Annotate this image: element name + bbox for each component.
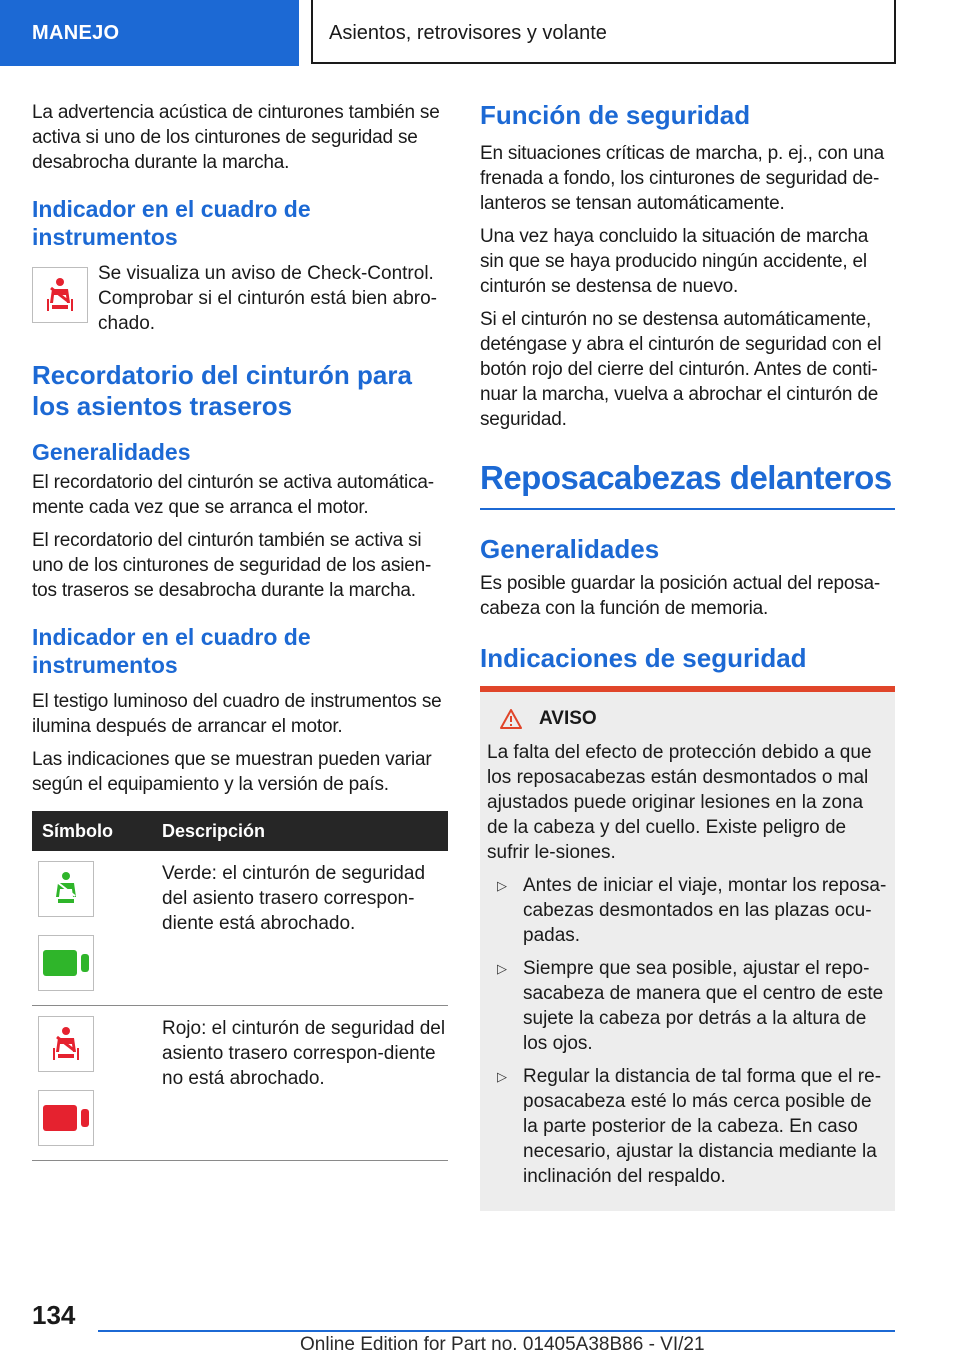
warning-notice	[480, 686, 895, 1211]
bullet-triangle-icon: ▷	[497, 878, 507, 893]
general-paragraph-2: El recordatorio del cinturón también se activa si uno de los cinturones de seguridad de los asien-tos traseros se desabrocha durante la marcha.	[32, 530, 432, 601]
seatbelt-red-icon	[38, 1016, 94, 1072]
symbol-cell	[32, 851, 152, 1006]
description-cell: Verde: el cinturón de seguridad del asiento trasero correspon-diente está abrochado.	[152, 851, 448, 1006]
heading-rear-reminder: Recordatorio del cinturón para los asientos traseros	[32, 360, 412, 421]
general-paragraph-1: El recordatorio del cinturón se activa automática-mente cada vez que se arranca el motor.	[32, 472, 434, 518]
footer-edition: Online Edition for Part no. 01405A38B86 - VI/21	[300, 1334, 705, 1355]
heading-indicator-2: Indicador en el cuadro de instrumentos	[32, 624, 311, 678]
list-item	[487, 956, 887, 1056]
chapter-title: MANEJO	[0, 0, 299, 66]
heading-safety-function: Función de seguridad	[480, 100, 751, 130]
heading-safety-notes: Indicaciones de seguridad	[480, 643, 807, 673]
safety-paragraph-3: Si el cinturón no se destensa automáticamente, deténgase y abra el cinturón de seguridad con el botón rojo del cierre del cinturón. Antes de conti-nuar la marcha, vuelva a abrochar el cinturón de seguridad.	[480, 309, 882, 430]
warning-triangle-icon	[499, 708, 523, 730]
notice-text: La falta del efecto de protección debido a que los reposacabezas están desmontados o mal ajustados puede originar lesiones en la zona de la cabeza y del cuello. Existe peligro de sufrir le-siones.	[487, 742, 872, 863]
safety-paragraph-1: En situaciones críticas de marcha, p. ej., con una frenada a fondo, los cinturones de seguridad de-lanteros se tensan automáticamente.	[480, 143, 884, 214]
table-header-row	[32, 811, 448, 851]
seatbelt-green-icon	[38, 861, 94, 917]
heading-general-left: Generalidades	[32, 439, 191, 465]
list-item-text: Siempre que sea posible, ajustar el repo-sacabeza de manera que el centro de este sujete la cabeza por detrás a la altura de los ojos.	[523, 958, 884, 1054]
list-item	[487, 873, 887, 948]
indicator-1-row	[32, 261, 448, 336]
rear-seat-green-icon	[38, 935, 94, 991]
notice-title	[487, 708, 887, 730]
column-header-symbol: Símbolo	[32, 811, 152, 851]
footer-divider	[98, 1330, 895, 1332]
page-header	[0, 0, 960, 66]
heading-indicator-1: Indicador en el cuadro de instrumentos	[32, 196, 311, 250]
description-cell: Rojo: el cinturón de seguridad del asiento trasero correspon-diente no está abrochado.	[152, 1006, 448, 1161]
indicator-2-paragraph-1: El testigo luminoso del cuadro de instrumentos se ilumina después de arrancar el motor.	[32, 691, 442, 737]
section-title: Asientos, retrovisores y volante	[311, 0, 896, 64]
notice-list	[487, 873, 887, 1189]
rear-seat-red-icon	[38, 1090, 94, 1146]
heading-general-right: Generalidades	[480, 534, 660, 564]
indicator-1-text: Se visualiza un aviso de Check-Control. Comprobar si el cinturón está bien abro-chado.	[98, 263, 438, 334]
table-row	[32, 851, 448, 1006]
table-row	[32, 1006, 448, 1161]
list-item-text: Antes de iniciar el viaje, montar los reposa-cabezas desmontados en las plazas ocu-padas.	[523, 875, 887, 946]
headrest-general-paragraph: Es posible guardar la posición actual del reposa-cabeza con la función de memoria.	[480, 573, 880, 619]
symbol-table	[32, 811, 448, 1161]
bullet-triangle-icon: ▷	[497, 1069, 507, 1084]
symbol-cell	[32, 1006, 152, 1161]
seatbelt-warning-icon	[32, 267, 88, 323]
bullet-triangle-icon: ▷	[497, 961, 507, 976]
list-item-text: Regular la distancia de tal forma que el re-posacabeza esté lo más cerca posible de la parte posterior de la cabeza. En caso necesario, ajustar la distancia mediante la inclinación del respaldo.	[523, 1066, 882, 1187]
column-header-description: Descripción	[152, 811, 448, 851]
right-column	[480, 100, 895, 1211]
heading-headrests: Reposacabezas delanteros	[480, 458, 895, 510]
indicator-2-paragraph-2: Las indicaciones que se muestran pueden variar según el equipamiento y la versión de país.	[32, 749, 432, 795]
notice-title-text: AVISO	[539, 708, 597, 729]
intro-paragraph: La advertencia acústica de cinturones también se activa si uno de los cinturones de seguridad se desabrocha durante la marcha.	[32, 102, 440, 173]
page-number: 134	[32, 1300, 76, 1330]
list-item	[487, 1064, 887, 1189]
left-column	[32, 100, 448, 1161]
safety-paragraph-2: Una vez haya concluido la situación de marcha sin que se haya producido ningún accidente, el cinturón se destensa de nuevo.	[480, 226, 869, 297]
